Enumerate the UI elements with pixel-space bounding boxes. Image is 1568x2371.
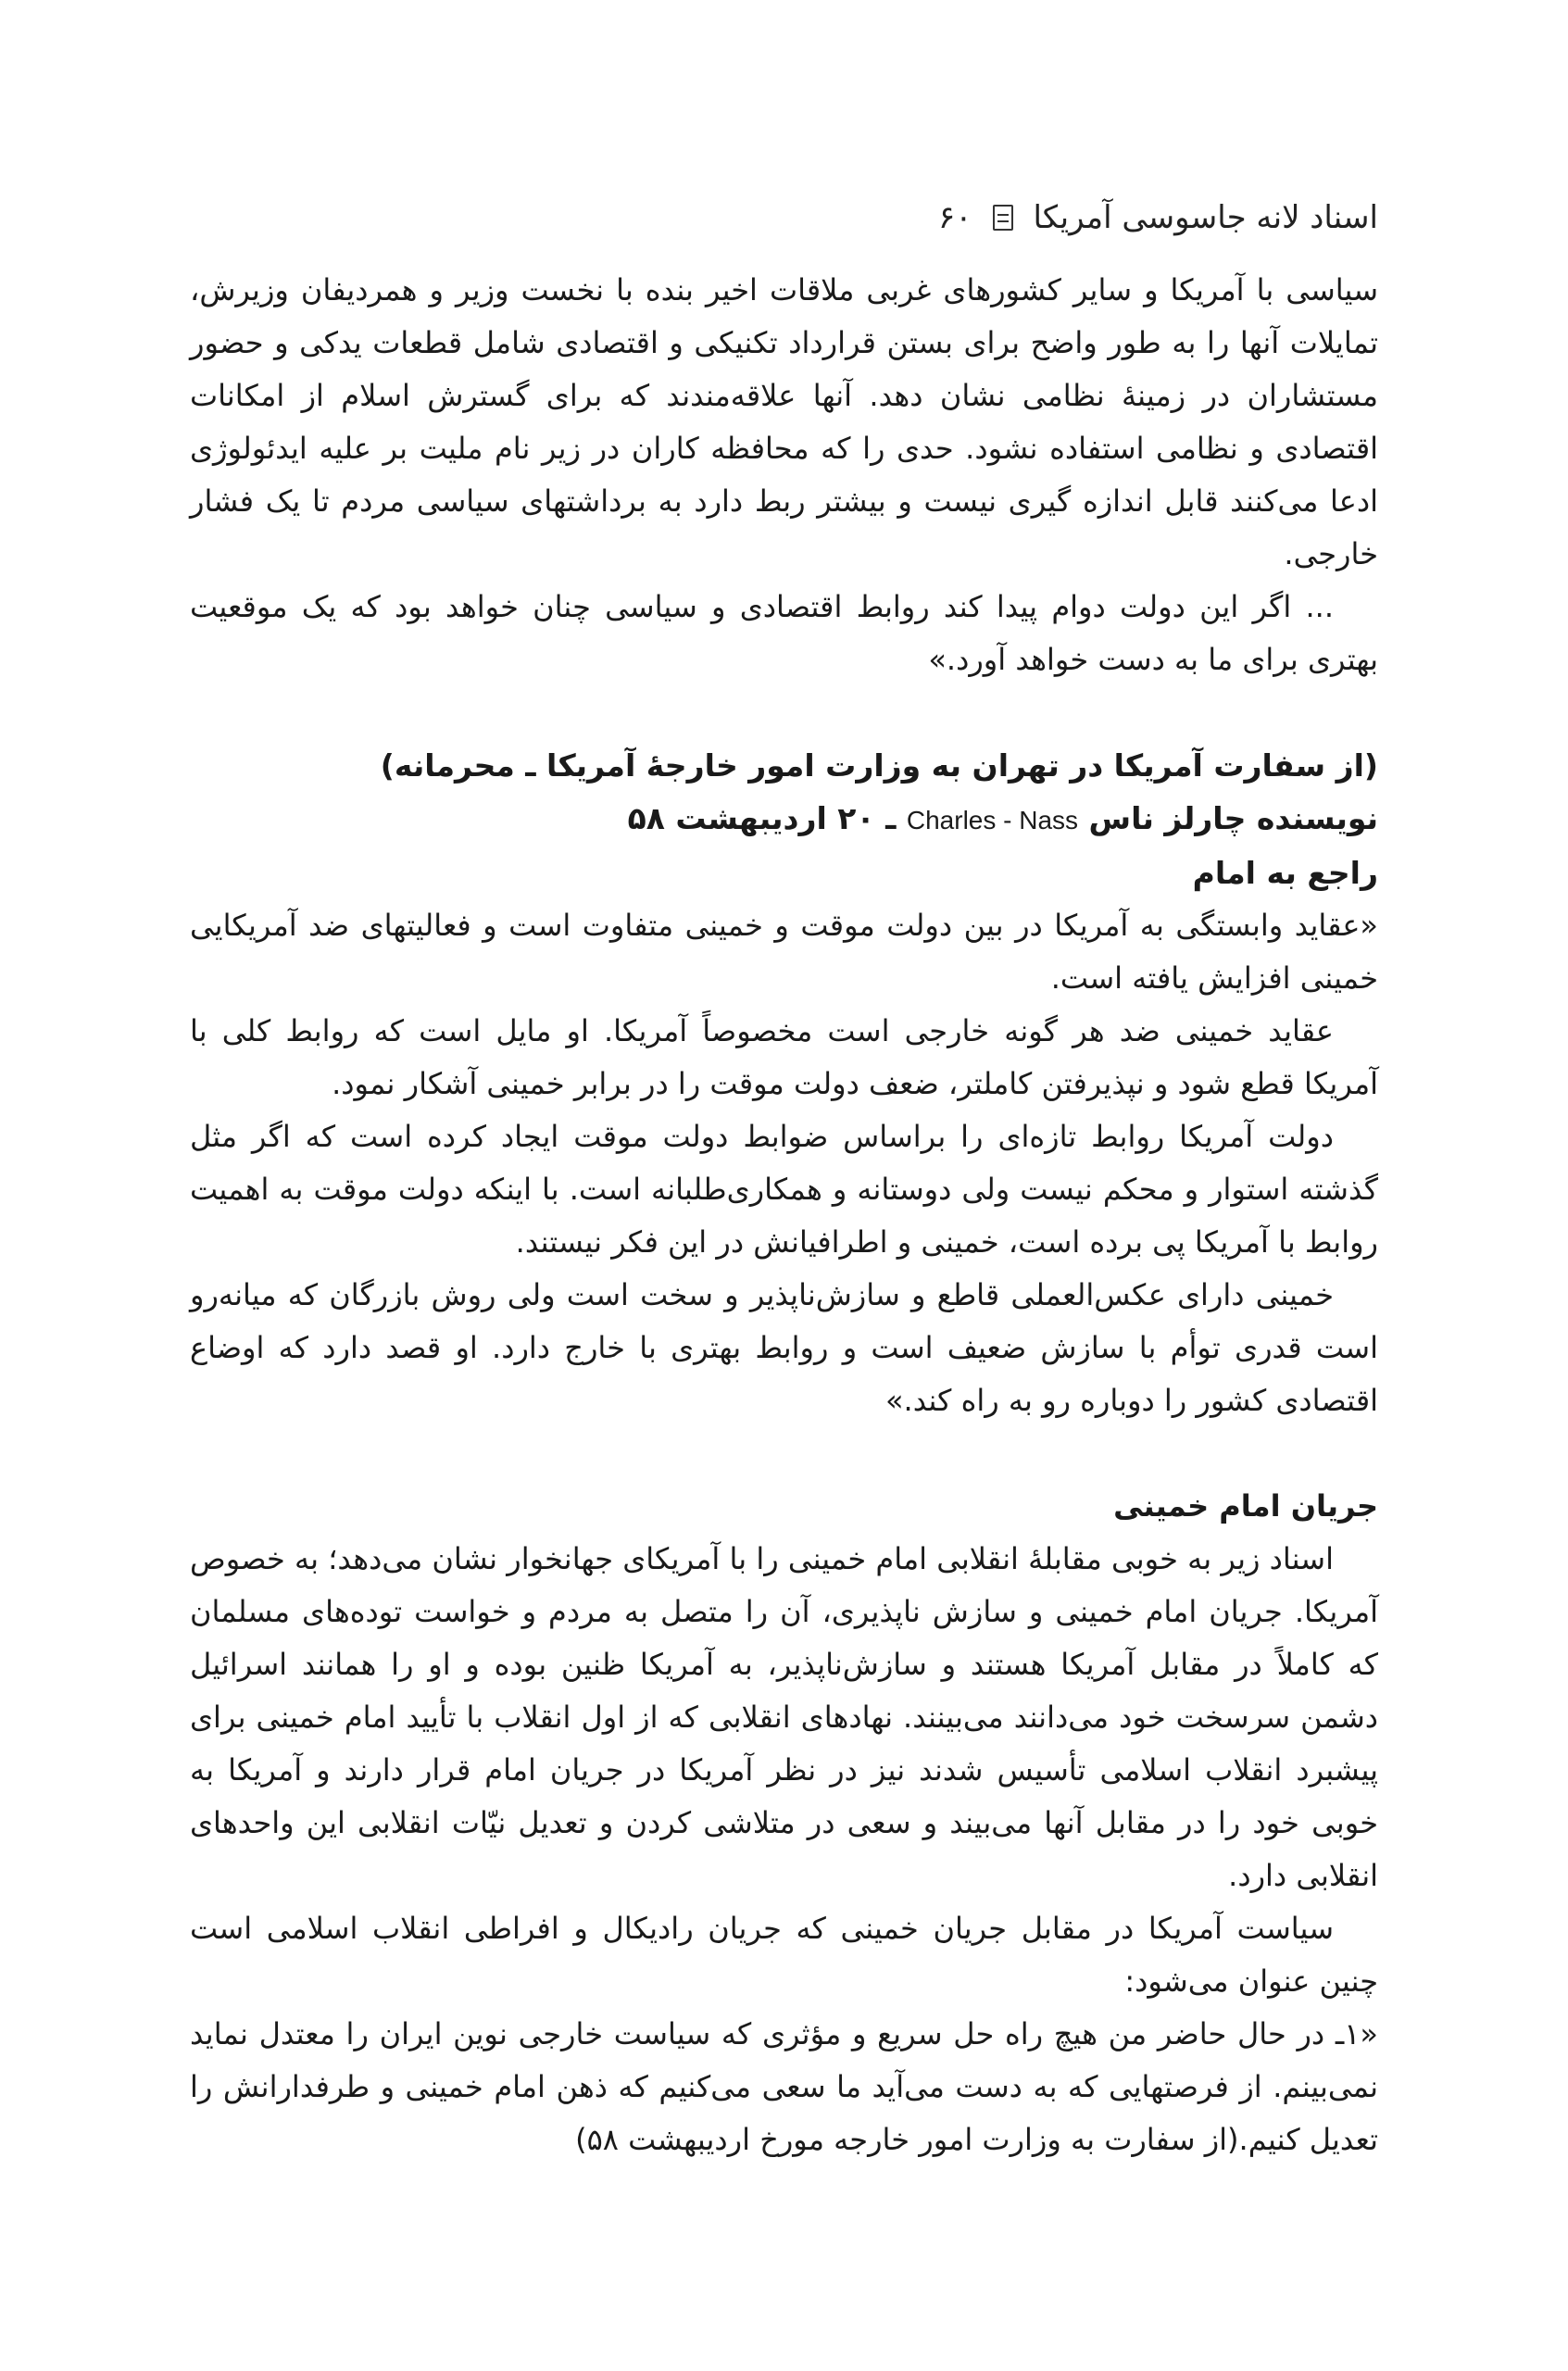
document-source: (از سفارت آمریکا در تهران به وزارت امور خارجهٔ آمریکا ـ محرمانه) [380, 747, 1378, 784]
quoted-paragraph: «۱ـ در حال حاضر من هیچ راه حل سریع و مؤثری که سیاست خارجی نوین ایران را معتدل نماید نمی‌بینم. از فرصتهایی که به دست می‌آید ما سعی می‌کنیم که ذهن امام خمینی و طرفدارانش را تعدیل کنیم.(از سفارت به وزارت امور خارجه مورخ اردیبهشت ۵۸) [190, 2016, 1378, 2157]
paragraph: خمینی دارای عکس‌العملی قاطع و سازش‌ناپذیر و سخت است ولی روش بازرگان که میانه‌رو است قدری توأم با سازش ضعیف است و روابط بهتری با خارج دارد. او قصد دارد که اوضاع اقتصادی کشور را دوباره رو به راه کند.» [190, 1277, 1378, 1418]
paragraph: عقاید خمینی ضد هر گونه خارجی است مخصوصاً آمریکا. او مایل است که روابط کلی با آمریکا قطع شود و نپذیرفتن کاملتر، ضعف دولت موقت را در برابر خمینی آشکار نمود. [190, 1013, 1378, 1101]
author-latin-name: Charles - Nass [906, 806, 1079, 834]
book-title: اسناد لانه جاسوسی آمریکا [1033, 199, 1378, 236]
paragraph: اسناد زیر به خوبی مقابلهٔ انقلابی امام خمینی را با آمریکای جهانخوار نشان می‌دهد؛ به خصوص آمریکا. جریان امام خمینی و سازش ناپذیری، آن را متصل به مردم و خواست توده‌های مسلمان که کاملاً در مقابل آمریکا هستند و سازش‌ناپذیر، به آمریکا ظنین بوده و او را همانند اسرائیل دشمن سرسخت خود می‌دانند می‌بینند. نهادهای انقلابی که از اول انقلاب با تأیید امام خمینی برای پیشبرد انقلاب اسلامی تأسیس شدند نیز در نظر آمریکا در جریان امام قرار دارند و آمریکا به خوبی خود را در مقابل آنها می‌بیند و سعی در متلاشی کردن و تعدیل نیّات انقلابی این واحدهای انقلابی دارد. [190, 1541, 1378, 1893]
author-date: ـ ۲۰ اردیبهشت ۵۸ [627, 800, 897, 836]
paragraph: سیاست آمریکا در مقابل جریان خمینی که جریان رادیکال و افراطی انقلاب اسلامی است چنین عنوان می‌شود: [190, 1911, 1378, 1999]
page-body [190, 264, 1378, 2166]
author-prefix: نویسنده چارلز ناس [1088, 800, 1378, 836]
spacer [190, 686, 1378, 739]
paragraph: دولت آمریکا روابط تازه‌ای را براساس ضوابط دولت موقت ایجاد کرده است که اگر مثل گذشته استوار و محکم نیست ولی دوستانه و همکاری‌طلبانه است. با اینکه دولت موقت به اهمیت روابط با آمریکا پی برده است، خمینی و اطرافیانش در این فکر نیستند. [190, 1119, 1378, 1260]
document-author [190, 792, 1378, 847]
document-icon [993, 205, 1013, 231]
section-heading: جریان امام خمینی [1113, 1488, 1378, 1524]
paragraph: «عقاید وابستگی به آمریکا در بین دولت موقت و خمینی متفاوت است و فعالیتهای ضد آمریکایی خمینی افزایش یافته است. [190, 908, 1378, 996]
running-header [190, 190, 1378, 245]
document-subject: راجع به امام [1192, 855, 1378, 891]
spacer [190, 1427, 1378, 1480]
page-number: ۶۰ [937, 199, 972, 236]
paragraph: سیاسی با آمریکا و سایر کشورهای غربی ملاقات اخیر بنده با نخست وزیر و همردیفان وزیرش، تمایلات آنها را به طور واضح برای بستن قرارداد تکنیکی و اقتصادی شامل قطعات یدکی و حضور مستشاران در زمینهٔ نظامی نشان دهد. آنها علاقه‌مندند که برای گسترش اسلام از امکانات اقتصادی و نظامی استفاده نشود. حدی را که محافظه کاران در زیر نام ملیت بر علیه ایدئولوژی ادعا می‌کنند قابل اندازه گیری نیست و بیشتر ربط دارد به برداشتهای سیاسی مردم تا یک فشار خارجی. [190, 272, 1378, 571]
document-source-block [190, 739, 1378, 899]
paragraph: ... اگر این دولت دوام پیدا کند روابط اقتصادی و سیاسی چنان خواهد بود که یک موقعیت بهتری برای ما به دست خواهد آورد.» [190, 589, 1378, 677]
